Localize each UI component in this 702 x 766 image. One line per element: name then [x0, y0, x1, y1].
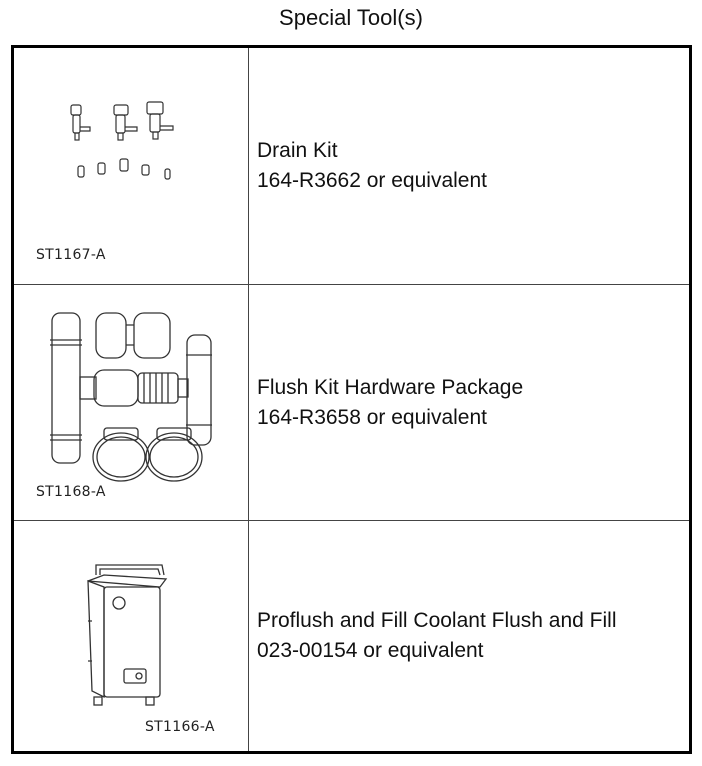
tool-row-drain-kit	[14, 48, 689, 285]
tool-image-cell	[14, 285, 249, 520]
tool-description-cell	[257, 48, 689, 284]
page-title: Special Tool(s)	[279, 5, 423, 30]
tool-part-number: 023-00154 or equivalent	[257, 639, 484, 662]
tool-id-label: ST1167-A	[36, 247, 106, 263]
proflush-machine-illustration-icon	[14, 521, 248, 751]
tool-row-proflush	[14, 521, 689, 751]
tool-id-label: ST1166-A	[145, 719, 215, 735]
tool-image-cell	[14, 48, 249, 284]
tool-id-label: ST1168-A	[36, 484, 106, 500]
tool-image-cell	[14, 521, 249, 751]
tool-part-number: 164-R3662 or equivalent	[257, 169, 487, 192]
tool-part-number: 164-R3658 or equivalent	[257, 405, 487, 429]
tool-name: Proflush and Fill Coolant Flush and Fill	[257, 609, 617, 632]
tool-description-cell	[257, 285, 689, 520]
tool-row-flush-kit	[14, 285, 689, 521]
tool-name: Drain Kit	[257, 139, 338, 162]
tool-name: Flush Kit Hardware Package	[257, 375, 524, 399]
tool-description-cell	[257, 521, 689, 751]
special-tools-table	[11, 45, 692, 754]
